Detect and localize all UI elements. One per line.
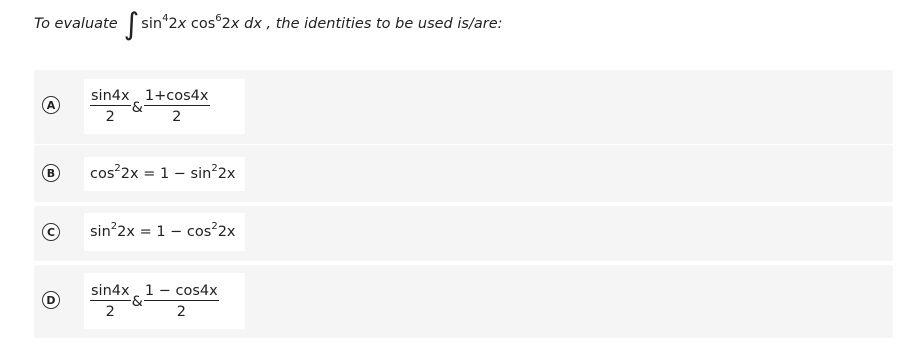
- option-a-frac1-denominator: 2: [105, 109, 115, 125]
- option-c-lhs: sin: [90, 224, 111, 240]
- option-d-fraction-2: [144, 283, 219, 320]
- option-a-badge: A: [42, 96, 60, 114]
- integrand-func2: cos: [190, 16, 216, 32]
- option-c-rhs: = 1 − cos: [139, 224, 212, 240]
- option-c-badge: C: [42, 223, 60, 241]
- option-d-answer: [84, 273, 245, 329]
- question-text: [34, 8, 503, 40]
- option-a[interactable]: [34, 70, 893, 144]
- option-b-lhs-arg: 2x: [120, 166, 139, 182]
- integrand-exp1: 4: [162, 13, 169, 25]
- option-d-frac2-denominator: 2: [176, 303, 186, 320]
- question-prefix: To evaluate: [34, 16, 118, 32]
- option-d-fraction-1: [90, 283, 131, 320]
- integrand-differential: dx: [244, 16, 262, 32]
- option-c-equation: [90, 221, 236, 240]
- option-d-badge: D: [42, 291, 60, 309]
- option-b-answer: [84, 157, 245, 191]
- option-c-rhs-exp: 2: [211, 221, 218, 233]
- option-b[interactable]: [34, 145, 893, 202]
- option-d-connector: &: [131, 294, 143, 310]
- integrand-arg2: 2: [221, 16, 231, 32]
- option-d-frac1-numerator: sin4x: [91, 282, 130, 299]
- integrand-exp2: 6: [215, 13, 222, 25]
- option-a-frac1-numerator: sin4x: [91, 88, 130, 104]
- option-b-rhs-arg: 2x: [217, 166, 236, 182]
- option-c-rhs-arg: 2x: [217, 224, 236, 240]
- integrand-var2: x: [230, 16, 240, 32]
- option-a-fraction-2: [144, 88, 210, 125]
- option-b-lhs-exp: 2: [114, 163, 121, 175]
- option-a-connector: &: [131, 99, 143, 116]
- option-c-lhs-arg: 2x: [117, 224, 135, 240]
- integral-sign: ∫: [123, 7, 140, 42]
- option-a-answer: [84, 79, 245, 134]
- option-d-frac2-numerator: 1 − cos4x: [144, 282, 218, 299]
- option-c[interactable]: [34, 206, 893, 261]
- option-b-badge: B: [42, 164, 60, 182]
- option-a-frac2-denominator: 2: [172, 109, 182, 125]
- integrand-func1: sin: [141, 16, 163, 32]
- option-c-answer: [84, 213, 245, 251]
- integrand: [141, 13, 262, 32]
- option-b-lhs: cos: [90, 166, 115, 182]
- option-d[interactable]: [34, 265, 893, 338]
- option-a-fraction-1: [90, 88, 131, 125]
- option-a-frac2-numerator: 1+cos4x: [144, 88, 209, 104]
- integrand-arg1: 2: [168, 16, 178, 32]
- option-b-rhs-exp: 2: [211, 163, 218, 175]
- option-b-equation: [90, 163, 236, 182]
- option-b-rhs: = 1 − sin: [143, 166, 212, 182]
- option-c-lhs-exp: 2: [110, 221, 118, 233]
- question-suffix: , the identities to be used is/are:: [266, 16, 503, 32]
- integrand-var1: x: [177, 16, 187, 32]
- option-d-frac1-denominator: 2: [105, 303, 115, 320]
